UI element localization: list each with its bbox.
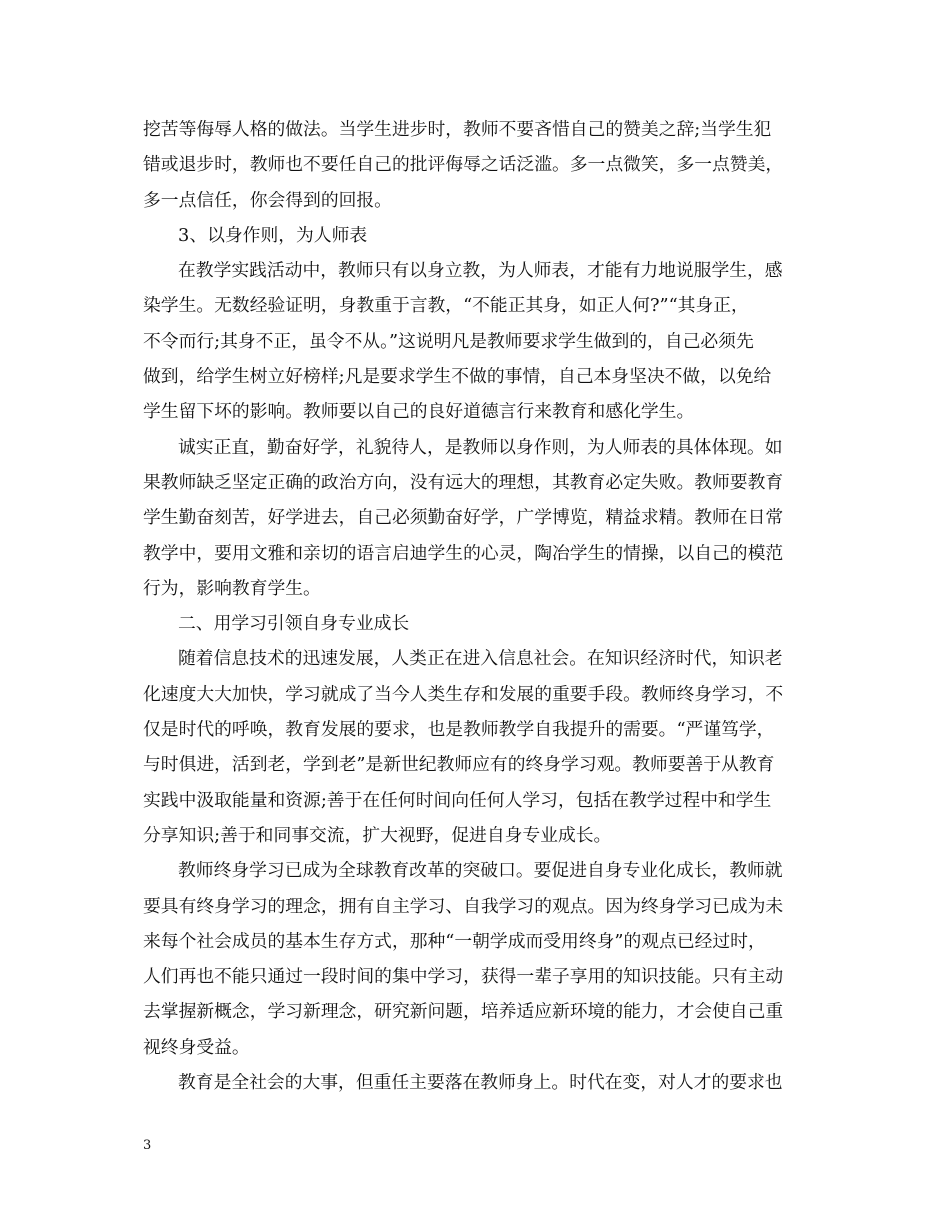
text-line: 学生留下坏的影响。教师要以自己的良好道德言行来教育和感化学生。 — [143, 401, 695, 423]
text-line: 在教学实践活动中，教师只有以身立教，为人师表，才能有力地说服学生，感 — [178, 260, 783, 282]
text-line: 错或退步时，教师也不要任自己的批评侮辱之话泛滥。多一点微笑，多一点赞美， — [143, 154, 784, 176]
text-line: 要具有终身学习的理念，拥有自主学习、自我学习的观点。因为终身学习已成为未 — [143, 895, 784, 917]
text-line: 果教师缺乏坚定正确的政治方向，没有远大的理想，其教育必定失败。教师要教育 — [143, 471, 784, 493]
body-text — [143, 112, 811, 1100]
text-line: 教学中，要用文雅和亲切的语言启迪学生的心灵，陶冶学生的情操，以自己的模范 — [143, 542, 784, 564]
text-line: 诚实正直，勤奋好学，礼貌待人，是教师以身作则，为人师表的具体体现。如 — [178, 436, 783, 458]
text-line: 3、以身作则，为人师表 — [178, 224, 368, 246]
text-line: 人们再也不能只通过一段时间的集中学习，获得一辈子享用的知识技能。只有主动 — [143, 966, 784, 988]
text-line: 做到，给学生树立好榜样;凡是要求学生不做的事情，自己本身坚决不做，以免给 — [143, 366, 772, 388]
text-line: 教育是全社会的大事，但重任主要落在教师身上。时代在变，对人才的要求也 — [178, 1072, 783, 1094]
text-line: 实践中汲取能量和资源;善于在任何时间向任何人学习，包括在教学过程中和学生 — [143, 789, 772, 811]
text-line: 教师终身学习已成为全球教育改革的突破口。要促进自身专业化成长，教师就 — [178, 860, 783, 882]
text-line: 随着信息技术的迅速发展，人类正在进入信息社会。在知识经济时代，知识老 — [178, 648, 783, 670]
text-line: 分享知识;善于和同事交流，扩大视野，促进自身专业成长。 — [143, 824, 612, 846]
text-line: 去掌握新概念，学习新理念，研究新问题，培养适应新环境的能力，才会使自己重 — [143, 1001, 784, 1023]
text-line: 染学生。无数经验证明，身教重于言教，“不能正其身，如正人何?”“其身正， — [143, 295, 749, 317]
text-line: 不令而行;其身不正，虽令不从。”这说明凡是教师要求学生做到的，自己必须先 — [143, 330, 754, 352]
text-line: 挖苦等侮辱人格的做法。当学生进步时，教师不要吝惜自己的赞美之辞;当学生犯 — [143, 119, 772, 140]
page-number: 3 — [143, 1138, 152, 1153]
text-line: 仅是时代的呼唤，教育发展的要求，也是教师教学自我提升的需要。“严谨笃学， — [143, 719, 775, 741]
text-line: 学生勤奋刻苦，好学进去，自己必须勤奋好学，广学博览，精益求精。教师在日常 — [143, 507, 784, 529]
text-line: 二、用学习引领自身专业成长 — [178, 613, 410, 635]
text-line: 视终身受益。 — [143, 1036, 250, 1058]
text-line: 行为，影响教育学生。 — [143, 577, 321, 599]
text-line: 与时俱进，活到老，学到老”是新世纪教师应有的终身学习观。教师要善于从教育 — [143, 754, 775, 776]
text-line: 多一点信任，你会得到的回报。 — [143, 189, 392, 211]
text-line: 化速度大大加快，学习就成了当今人类生存和发展的重要手段。教师终身学习，不 — [143, 683, 784, 705]
text-line: 来每个社会成员的基本生存方式，那种“一朝学成而受用终身”的观点已经过时， — [143, 930, 766, 952]
